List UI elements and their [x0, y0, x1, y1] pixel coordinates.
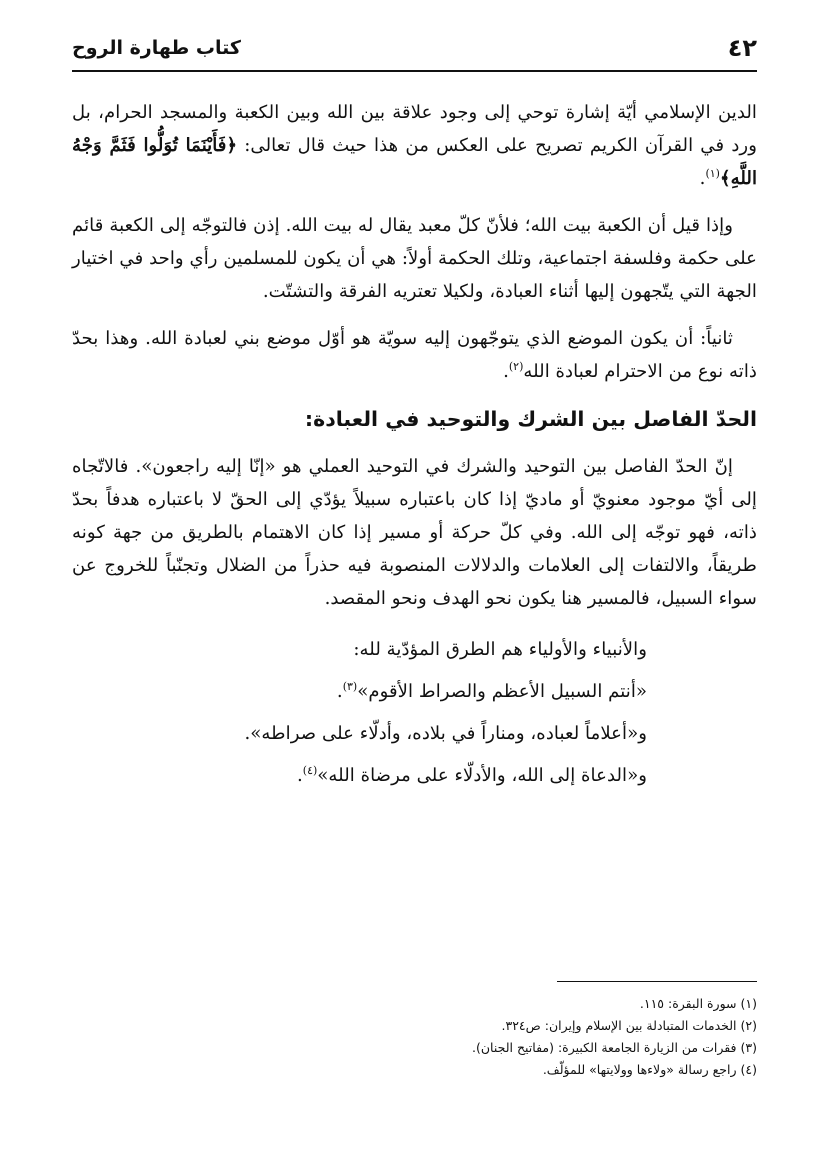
section-heading: الحدّ الفاصل بين الشرك والتوحيد في العبادة:	[304, 407, 757, 431]
quote-line-2: «أنتم السبيل الأعظم والصراط الأقوم»$^{(٣)}$.	[336, 679, 647, 702]
footnote-ref-3: (٣)	[342, 679, 358, 693]
footnote-4: (٤) راجع رسالة «ولاءها وولايتها» للمؤلّف.	[542, 1062, 757, 1077]
paragraph-3: ثانياً: أن يكون الموضع الذي يتوجّهون إليه سويّة هو أوّل موضع بني لعبادة الله. وهذا بحدّ ذاته نوع من الاحترام لعبادة الله$^{(٢)}$.	[72, 328, 757, 382]
page-body	[72, 96, 757, 797]
footnote-3: (٣) فقرات من الزيارة الجامعة الكبيرة: (مفاتيح الجنان).	[472, 1040, 757, 1055]
paragraph-1: الدين الإسلامي أيّة إشارة توحي إلى وجود علاقة بين الله وبين الكعبة والمسجد الحرام، بل ورد في القرآن الكريم تصريح على العكس من هذا حيث قال تعالى: ﴿فَأَيْنَمَا تُوَلُّوا فَثَمَّ وَجْهُ اللَّهِ﴾$^{(١)}$.	[72, 102, 757, 189]
paragraph-1-text: الدين الإسلامي أيّة إشارة توحي إلى وجود علاقة بين الله وبين الكعبة والمسجد الحرام، بل ورد في القرآن الكريم تصريح على العكس من هذا حيث قال تعالى:	[72, 102, 757, 156]
paragraph-3-text: ثانياً: أن يكون الموضع الذي يتوجّهون إليه سويّة هو أوّل موضع بني لعبادة الله. وهذا بحدّ ذاته نوع من الاحترام لعبادة الله	[72, 328, 757, 382]
footnotes	[72, 993, 757, 1081]
quote-line-3: و«أعلاماً لعباده، ومناراً في بلاده، وأدلّاء على صراطه».	[244, 723, 647, 744]
page-header	[72, 26, 757, 72]
footnote-2: (٢) الخدمات المتبادلة بين الإسلام وإيران: ص٣٢٤.	[501, 1018, 757, 1033]
page-number: ٤٢	[727, 34, 757, 62]
footnote-ref-2: (٢)	[508, 359, 524, 373]
book-title: كتاب طهارة الروح	[72, 37, 241, 59]
footnote-1: (١) سورة البقرة: ١١٥.	[639, 996, 757, 1011]
quran-verse: ﴿فَأَيْنَمَا تُوَلُّوا فَثَمَّ وَجْهُ اللَّهِ﴾	[72, 135, 757, 189]
quote-line-4: و«الدعاة إلى الله، والأدلّاء على مرضاة الله»$^{(٤)}$.	[296, 763, 647, 786]
paragraph-2: وإذا قيل أن الكعبة بيت الله؛ فلأنّ كلّ معبد يقال له بيت الله. إذن فالتوجّه إلى الكعبة قائم على حكمة وفلسفة اجتماعية، وتلك الحكمة أولاً: هي أن يكون للمسلمين رأي واحد في اختيار الجهة التي يتّجهون إليها أثناء العبادة، ولكيلا تعتريه الفرقة والتشتّت.	[72, 215, 757, 302]
footnote-ref-1: (١)	[705, 166, 720, 180]
footnote-ref-4: (٤)	[302, 763, 318, 777]
quote-line-2-text: «أنتم السبيل الأعظم والصراط الأقوم»	[357, 681, 647, 702]
footnote-divider	[557, 981, 757, 982]
quote-line-4-text: و«الدعاة إلى الله، والأدلّاء على مرضاة الله»	[317, 765, 647, 786]
paragraph-4: إنّ الحدّ الفاصل بين التوحيد والشرك في التوحيد العملي هو «إنّا إليه راجعون». فالاتّجاه إلى أيّ موجود معنويّ أو ماديّ إذا كان باعتباره سبيلاً يؤدّي إلى الحقّ لا باعتباره هدفاً بحدّ ذاته، فهو توجّه إلى الله. وفي كلّ حركة أو مسير إذا كان الاهتمام بالطريق من جهة كونه طريقاً، والالتفات إلى العلامات والدلالات المنصوبة فيه حذراً من الضلال وتجنّباً للخروج عن سواء السبيل، فالمسير هنا يكون نحو الهدف ونحو المقصد.	[72, 456, 757, 609]
quote-line-1: والأنبياء والأولياء هم الطرق المؤدّية لله:	[353, 639, 647, 660]
